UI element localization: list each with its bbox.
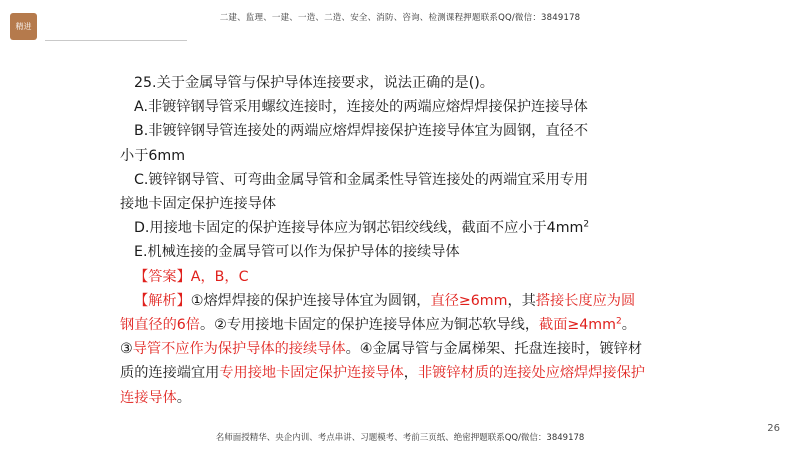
option-d bbox=[120, 216, 645, 240]
analysis-text: ， bbox=[403, 365, 418, 382]
analysis-text: 。 bbox=[176, 389, 191, 406]
header-contact-text: 二建、监理、一建、一造、二造、安全、消防、咨询、检测课程押题联系QQ/微信：3849178 bbox=[219, 13, 581, 23]
question-stem: 25.关于金属导管与保护导体连接要求，说法正确的是()。 bbox=[134, 75, 494, 91]
analysis-text: ，其 bbox=[507, 292, 536, 309]
question-block bbox=[120, 71, 645, 410]
logo: 精进 bbox=[10, 13, 37, 40]
analysis-text: 。④金属导管与金属梯架、托盘连接时，镀锌材质的连接端宜用 bbox=[120, 341, 643, 382]
option-e: E.机械连接的金属导管可以作为保护导体的接续导体 bbox=[134, 244, 460, 261]
option-d-superscript: 2 bbox=[583, 219, 590, 230]
option-c: C.镀锌钢导管、可弯曲金属导管和金属柔性导管连接处的两端宜采用专用 bbox=[134, 171, 589, 188]
option-d-text: D.用接地卡固定的保护连接导体应为钢芯铝绞线线，截面不应小于4mm bbox=[134, 220, 584, 237]
analysis-label: 【解析】 bbox=[134, 292, 191, 309]
footer-contact-text: 名师面授精华、央企内训、考点串讲、习题模考、考前三页纸、绝密押题联系QQ/微信：3849178 bbox=[215, 433, 585, 443]
header-divider bbox=[45, 40, 187, 41]
analysis-highlight: 直径≥6mm bbox=[430, 292, 508, 309]
answer-value: A，B，C bbox=[190, 268, 249, 285]
analysis-highlight: 导管不应作为保护导体的接续导体 bbox=[132, 341, 346, 358]
option-c-continued: 接地卡固定保护连接导体 bbox=[120, 196, 277, 213]
analysis-text: 。③ bbox=[120, 317, 636, 358]
answer-label: 【答案】 bbox=[134, 268, 191, 285]
analysis-highlight: 专用接地卡固定保护连接导体 bbox=[219, 365, 404, 382]
analysis-text: 。②专用接地卡固定的保护连接导体应为铜芯软导线， bbox=[199, 317, 540, 334]
answer-line bbox=[120, 265, 645, 289]
option-a: A.非镀锌钢导管采用螺纹连接时，连接处的两端应熔焊焊接保护连接导体 bbox=[134, 99, 588, 116]
analysis-highlight: 搭接长度应为圆钢直径的6倍 bbox=[120, 292, 636, 334]
analysis-text: ①熔焊焊接的保护连接导体宜为圆钢， bbox=[190, 292, 431, 309]
analysis-highlight: 截面≥4mm bbox=[539, 317, 616, 334]
analysis-superscript: 2 bbox=[615, 316, 622, 327]
analysis-highlight: 非镀锌材质的连接处应熔焊焊接保护连接导体 bbox=[120, 365, 645, 406]
option-b-continued: 小于6mm bbox=[120, 147, 186, 164]
option-b: B.非镀锌钢导管连接处的两端应熔焊焊接保护连接导体宜为圆钢，直径不 bbox=[134, 123, 589, 140]
analysis-paragraph bbox=[120, 289, 645, 410]
page-number: 26 bbox=[767, 423, 780, 434]
